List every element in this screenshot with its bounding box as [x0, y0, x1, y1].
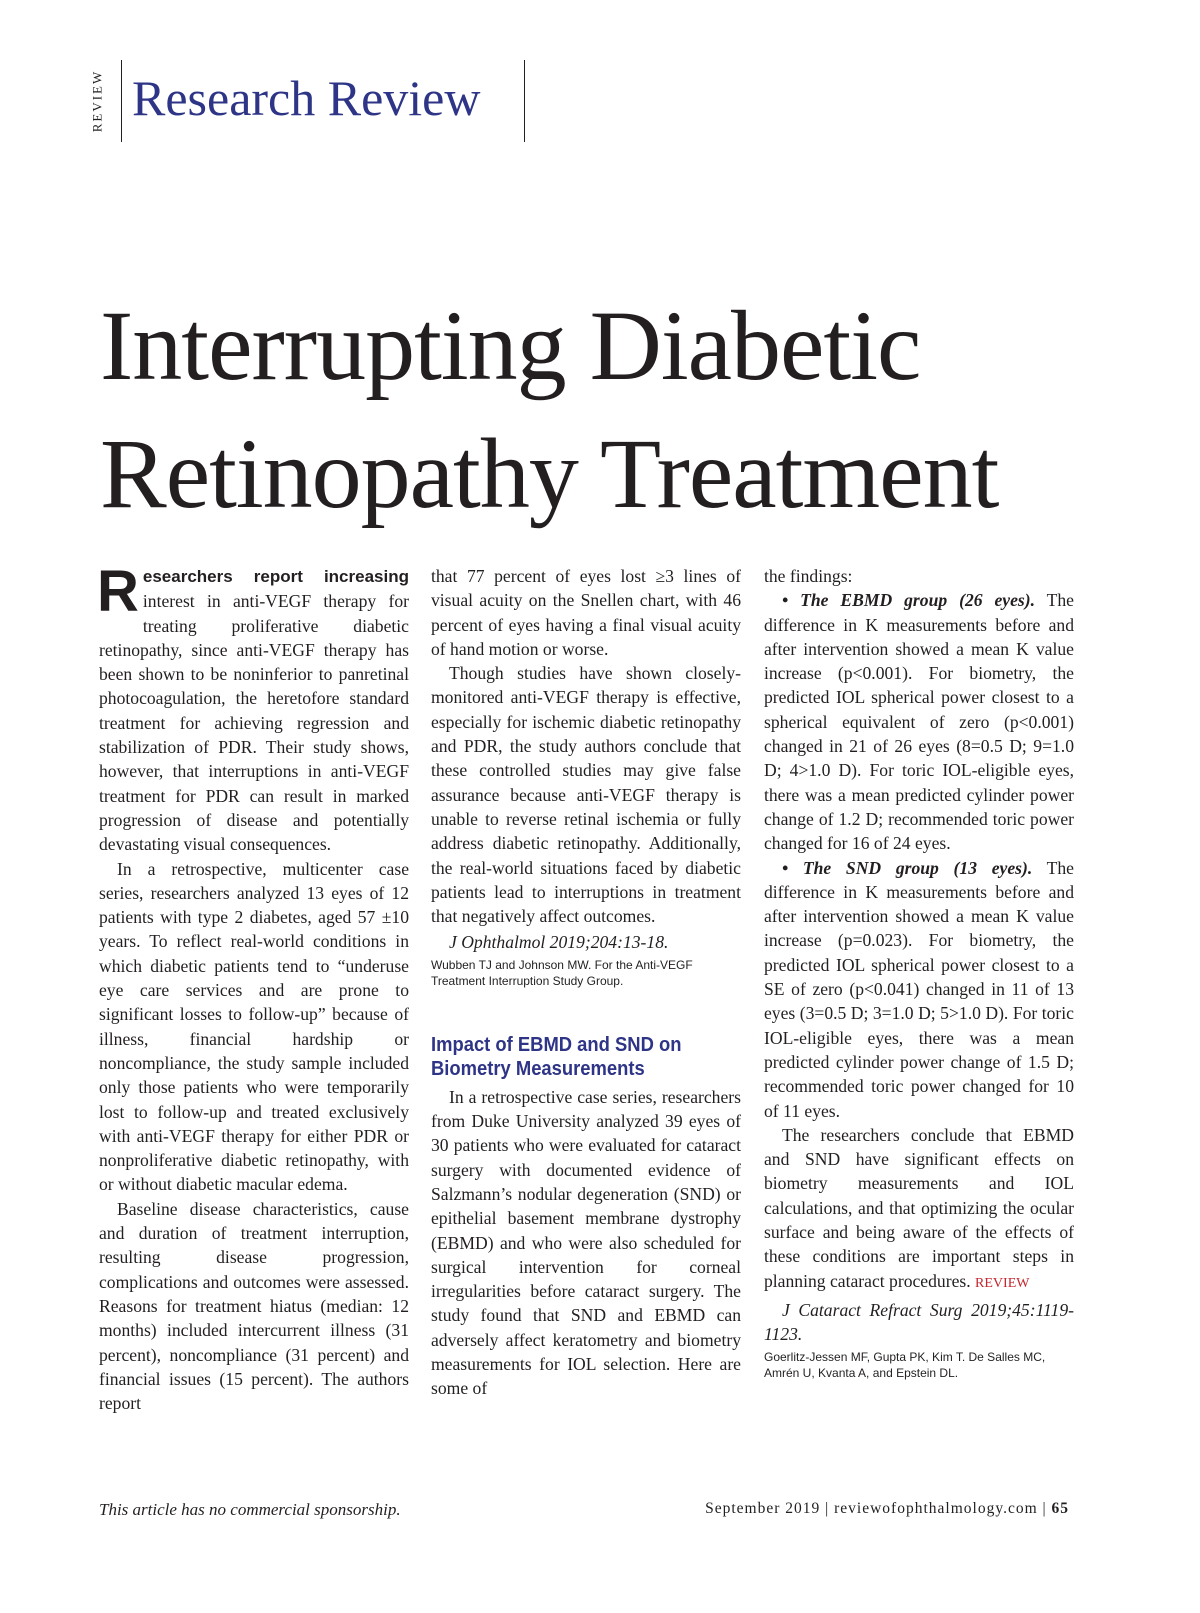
article1-paragraph-2: In a retrospective, multicenter case series, researchers analyzed 13 eyes of 12 patients with type 2 diabetes, aged 57 ±10 years. To reflect real-world conditions in which diabetic patients tend to “underuse eye care services and are prone to significant losses to follow-up” because of illness, financial hardship or noncompliance, the study sample included only those patients who were temporarily lost to follow-up and treated exclusively with anti-VEGF therapy for either PDR or nonproliferative diabetic retinopathy, with or without diabetic macular edema.: [99, 858, 409, 1195]
article1-paragraph-1: [97, 559, 409, 857]
article-headline: [100, 282, 1140, 538]
section-header: [88, 60, 528, 142]
sponsorship-note: This article has no commercial sponsorship.: [99, 1500, 401, 1519]
bullet-ebmd: [764, 588, 1074, 855]
headline-line-2: Retinopathy Treatment: [100, 418, 999, 529]
brand-vertical-label: REVIEW: [89, 69, 105, 133]
drop-cap: R: [97, 559, 139, 624]
bullet-snd: [764, 856, 1074, 1123]
column-1: [97, 559, 409, 1415]
headline-line-1: Interrupting Diabetic: [100, 290, 921, 401]
paragraph-text: interest in anti-VEGF therapy for treating proliferative diabetic retinopathy, since anti-VEGF therapy has been shown to be noninferior to panretinal photocoagulation, the heretofore standard treatment for achieving regression and stabilization of PDR. Their study shows, however, that interruptions in anti-VEGF treatment for PDR can result in marked progression of disease and potentially devastating visual consequences.: [99, 591, 409, 855]
article2-citation: J Cataract Refract Surg 2019;45:1119-1123.: [764, 1299, 1074, 1345]
article2-subhead: [431, 1033, 716, 1081]
article1-paragraph-4: that 77 percent of eyes lost ≥3 lines of visual acuity on the Snellen chart, with 46 percent of eyes having a final visual acuity of hand motion or worse.: [431, 566, 741, 659]
subhead-line-1: Impact of EBMD and SND on: [431, 1033, 682, 1056]
column-2: [431, 564, 741, 1401]
header-divider-right: [524, 60, 525, 142]
article2-authors: Goerlitz-Jessen MF, Gupta PK, Kim T. De Salles MC, Amrén U, Kvanta A, and Epstein DL.: [764, 1349, 1046, 1380]
review-end-mark: REVIEW: [975, 1275, 1030, 1291]
issue-date: September 2019: [705, 1500, 821, 1517]
paragraph-text: The researchers conclude that EBMD and SND have significant effects on biometry measurements and IOL calculations, and that optimizing the ocular surface and being aware of the effects of these conditions are important steps in planning cataract procedures.: [764, 1124, 1074, 1291]
article2-paragraph-3: [764, 1123, 1074, 1296]
page-footer: September 2019 | reviewofophthalmology.com | 65: [705, 1500, 1069, 1517]
bullet-ebmd-text: The difference in K measurements before and after intervention showed a mean K value increase (p<0.001). For biometry, the predicted IOL spherical power closest to a spherical equivalent of zero (p<0.001) changed in 21 of 26 eyes (8=0.5 D; 9=1.0 D; 4>1.0 D). For toric IOL-eligible eyes, there was a mean predicted cylinder power change of 1.2 D; recommended toric power changed for 16 of 24 eyes.: [764, 590, 1074, 854]
article2-paragraph-2: the findings:: [764, 566, 853, 586]
subhead-line-2: Biometry Measurements: [431, 1057, 645, 1080]
site-url: reviewofophthalmology.com: [834, 1500, 1038, 1517]
article1-citation: J Ophthalmol 2019;204:13-18.: [449, 932, 669, 953]
bullet-ebmd-label: • The EBMD group (26 eyes).: [782, 590, 1036, 611]
article2-paragraph-1: In a retrospective case series, researchers from Duke University analyzed 39 eyes of 30 patients who were evaluated for cataract surgery with documented evidence of Salzmann’s nodular degeneration (SND) or epithelial basement membrane dystrophy (EBMD) and who were also scheduled for surgical intervention for corneal irregularities before cataract surgery. The study found that SND and EBMD can adversely affect keratometry and biometry measurements for IOL selection. Here are some of: [431, 1086, 741, 1399]
article1-authors: Wubben TJ and Johnson MW. For the Anti-VEGF Treatment Interruption Study Group.: [431, 957, 693, 988]
column-3: [764, 564, 1074, 1381]
section-title: Research Review: [132, 70, 481, 126]
article1-paragraph-3: Baseline disease characteristics, cause and duration of treatment interruption, resulting disease progression, complications and outcomes were assessed. Reasons for treatment hiatus (median: 12 months) included intercurrent illness (31 percent), noncompliance (31 percent) and financial issues (15 percent). The authors report: [99, 1198, 409, 1414]
article1-paragraph-5: Though studies have shown closely-monitored anti-VEGF therapy is effective, especially for ischemic diabetic retinopathy and PDR, the study authors conclude that these controlled studies may give false assurance because anti-VEGF therapy is unable to reverse retinal ischemia or fully address diabetic retinopathy. Additionally, the real-world situations faced by diabetic patients lead to interruptions in treatment that negatively affect outcomes.: [431, 663, 741, 927]
bullet-snd-label: • The SND group (13 eyes).: [782, 857, 1033, 878]
page-number: 65: [1051, 1500, 1069, 1517]
lead-in: esearchers report increasing: [142, 567, 409, 586]
bullet-snd-text: The difference in K measurements before and after intervention showed a mean K value increase (p=0.023). For biometry, the predicted IOL spherical power closest to a SE of zero (p<0.041) changed in 11 of 13 eyes (3=0.5 D; 3=1.0 D; 5>1.0 D). For toric IOL-eligible eyes, there was a mean predicted cylinder power change of 1.5 D; recommended toric power changed for 10 of 11 eyes.: [764, 857, 1074, 1121]
header-divider-left: [121, 60, 122, 142]
